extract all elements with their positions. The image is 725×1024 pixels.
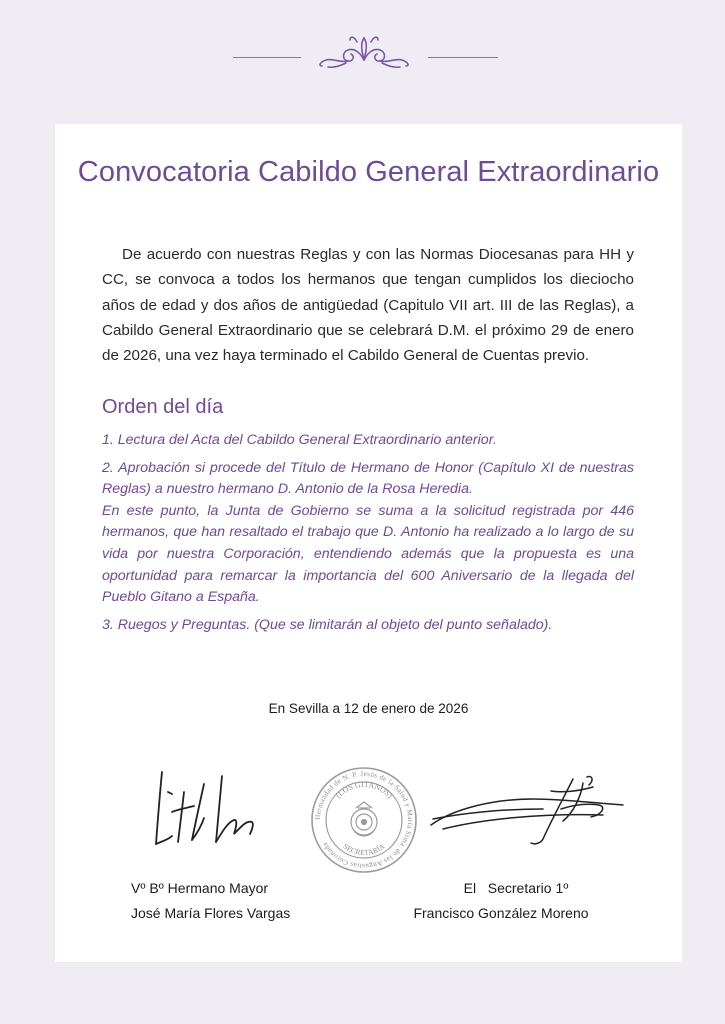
ornament-divider-right: [428, 57, 498, 58]
orden-item-3: 3. Ruegos y Preguntas. (Que se limitarán al objeto del punto señalado).: [102, 616, 553, 633]
orden-del-dia-list: [102, 430, 634, 642]
orden-item-2-detail: En este punto, la Junta de Gobierno se suma a la solicitud registrada por 446 hermanos, que han resaltado el trabajo que D. Antonio ha realizado a lo largo de su vida por nuestra Corporación, entendiendo además que la propuesta es una oportunidad para remarcar la importancia del 600 Aniversario de la llegada del Pueblo Gitano a España.: [102, 502, 634, 606]
header-ornament: [0, 28, 725, 72]
orden-item-1: 1. Lectura del Acta del Cabildo General Extraordinario anterior.: [102, 432, 497, 448]
secretario-signature: [423, 769, 633, 849]
ornament-divider-left: [233, 57, 301, 58]
document-card: [55, 124, 682, 962]
secretario-name: Francisco González Moreno: [413, 905, 589, 921]
intro-paragraph: De acuerdo con nuestras Reglas y con las Normas Diocesanas para HH y CC, se convoca a todos los hermanos que tengan cumplidos los dieciocho años de edad y dos años de antigüedad (Capitulo VII art. III de las Reglas), a Cabildo General Extraordinario que se celebrará D.M. el próximo 29 de enero de 2026, una vez haya terminado el Cabildo General de Cuentas previo.: [102, 246, 634, 365]
seal-bottom-text: SECRETARÍA: [341, 841, 387, 858]
secretario-role: El Secretario 1º: [463, 880, 569, 896]
hermano-mayor-name: José María Flores Vargas: [131, 905, 291, 921]
orden-item-2: 2. Aprobación si procede del Título de Hermano de Honor (Capítulo XI de nuestras Reglas) a nuestro hermano D. Antonio de la Rosa Heredia.: [102, 459, 634, 498]
seal-inner-text: (LOS GITANOS): [333, 779, 395, 800]
hermano-mayor-role: Vº Bº Hermano Mayor: [131, 880, 269, 896]
date-place-line: En Sevilla a 12 de enero de 2026: [268, 701, 469, 716]
document-title: Convocatoria Cabildo General Extraordinario: [77, 156, 660, 188]
secretaria-seal: [308, 764, 420, 876]
hermano-mayor-signature: [142, 762, 292, 852]
flourish-ornament-icon: [310, 30, 418, 72]
secretario-block: [411, 876, 591, 926]
seal-crest-icon: [351, 802, 377, 836]
hermano-mayor-block: [131, 876, 290, 926]
seal-outer-text: Hermandad de N. P. Jesús de la Salud y María Stma. de las Angustias Coronada: [313, 769, 415, 871]
orden-del-dia-heading: Orden del día: [102, 396, 224, 418]
